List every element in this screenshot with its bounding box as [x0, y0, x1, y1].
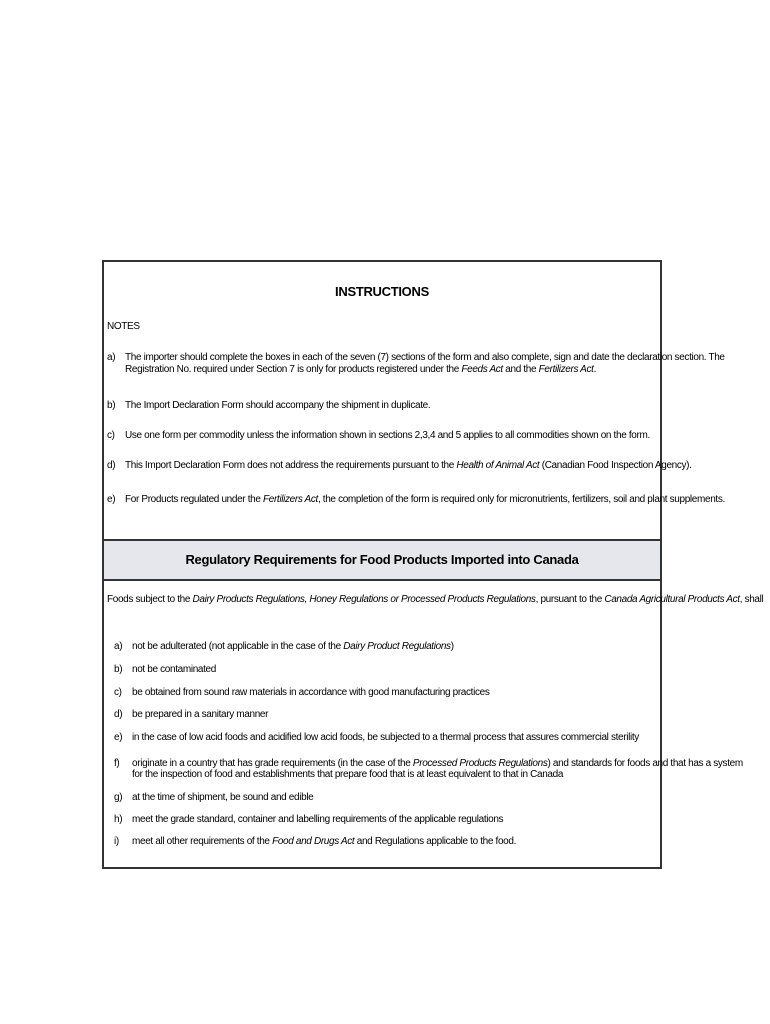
act-name: Canada Agricultural Products Act	[604, 594, 740, 605]
note-text-part: and the	[502, 364, 539, 375]
note-text	[125, 400, 430, 412]
regulation-names: Dairy Products Regulations, Honey Regulations or Processed Products Regulations	[192, 594, 536, 605]
regulatory-intro	[107, 594, 763, 605]
regulation-name: Dairy Product Regulations	[343, 641, 451, 652]
requirement-text	[132, 758, 743, 780]
requirement-text	[132, 814, 503, 825]
note-text	[125, 430, 650, 442]
note-text-part: Registration No. required under Section 7 is only for products registered under the	[125, 364, 462, 375]
requirement-text-part: at the time of shipment, be sound and edible	[132, 792, 314, 803]
requirement-text	[132, 664, 216, 675]
note-text-part: The Import Declaration Form should accompany the shipment in duplicate.	[125, 400, 431, 411]
requirement-text	[132, 709, 268, 720]
requirement-letter: i)	[114, 836, 119, 847]
note-text-part: Use one form per commodity unless the information shown in sections 2,3,4 and 5 applies to all commodities shown on the form.	[125, 430, 650, 441]
requirement-text	[132, 687, 489, 698]
instructions-title: INSTRUCTIONS	[335, 284, 429, 299]
requirement-text-part: )	[450, 641, 454, 652]
note-text-part: The importer should complete the boxes in each of the seven (7) sections of the form and also complete, sign and date the declaration section. The	[125, 352, 725, 363]
note-letter: c)	[107, 430, 115, 441]
intro-text-part: Foods subject to the	[107, 594, 193, 605]
note-letter: b)	[107, 400, 116, 411]
requirement-letter: c)	[114, 687, 122, 698]
requirement-text	[132, 732, 639, 743]
regulatory-title: Regulatory Requirements for Food Products Imported into Canada	[185, 552, 579, 567]
requirement-text-part: not be adulterated (not applicable in the case of the	[132, 641, 344, 652]
requirement-letter: a)	[114, 641, 123, 652]
requirement-text-part: not be contaminated	[132, 664, 216, 675]
requirement-letter: g)	[114, 792, 123, 803]
requirement-text-part: be prepared in a sanitary manner	[132, 709, 269, 720]
intro-text-part: , pursuant to the	[535, 594, 605, 605]
requirement-text-part: originate in a country that has grade requirements (in the case of the	[132, 758, 413, 769]
requirement-text-part: meet all other requirements of the	[132, 836, 273, 847]
note-letter: e)	[107, 494, 116, 505]
requirement-text	[132, 641, 454, 652]
act-name: Fertilizers Act	[538, 364, 594, 375]
requirement-letter: b)	[114, 664, 123, 675]
act-name: Food and Drugs Act	[272, 836, 355, 847]
note-letter: d)	[107, 460, 116, 471]
note-letter: a)	[107, 352, 116, 363]
note-text-part: , the completion of the form is required only for micronutrients, fertilizers, soil and plant supplements.	[317, 494, 725, 505]
note-text	[125, 460, 692, 472]
note-text-part: (Canadian Food Inspection Agency).	[539, 460, 692, 471]
intro-text-part: , shall	[739, 594, 764, 605]
requirement-letter: h)	[114, 814, 123, 825]
note-text-part: For Products regulated under the	[125, 494, 263, 505]
requirement-text-part: meet the grade standard, container and labelling requirements of the applicable regulations	[132, 814, 504, 825]
notes-label: NOTES	[107, 321, 140, 332]
note-text	[125, 494, 725, 506]
requirement-text-part: ) and standards for foods and that has a system	[547, 758, 743, 769]
instructions-panel	[102, 260, 764, 869]
requirement-letter: d)	[114, 709, 123, 720]
requirement-letter: e)	[114, 732, 123, 743]
requirement-text-part: for the inspection of food and establishments that prepare food that is at least equivalent to that in Canada	[132, 769, 564, 780]
act-name: Feeds Act	[461, 364, 503, 375]
requirement-text	[132, 836, 516, 847]
regulation-name: Processed Products Regulations	[412, 758, 548, 769]
regulatory-header	[104, 539, 660, 581]
act-name: Health of Animal Act	[456, 460, 540, 471]
note-text	[125, 352, 725, 376]
requirement-text	[132, 792, 313, 803]
note-text-part: .	[593, 364, 597, 375]
note-text-part: This Import Declaration Form does not address the requirements pursuant to the	[125, 460, 457, 471]
requirement-text-part: be obtained from sound raw materials in accordance with good manufacturing practices	[132, 687, 490, 698]
requirement-text-part: and Regulations applicable to the food.	[354, 836, 517, 847]
act-name: Fertilizers Act	[262, 494, 318, 505]
requirement-text-part: in the case of low acid foods and acidified low acid foods, be subjected to a thermal process that assures commercial sterility	[132, 732, 639, 743]
requirement-letter: f)	[114, 758, 120, 769]
